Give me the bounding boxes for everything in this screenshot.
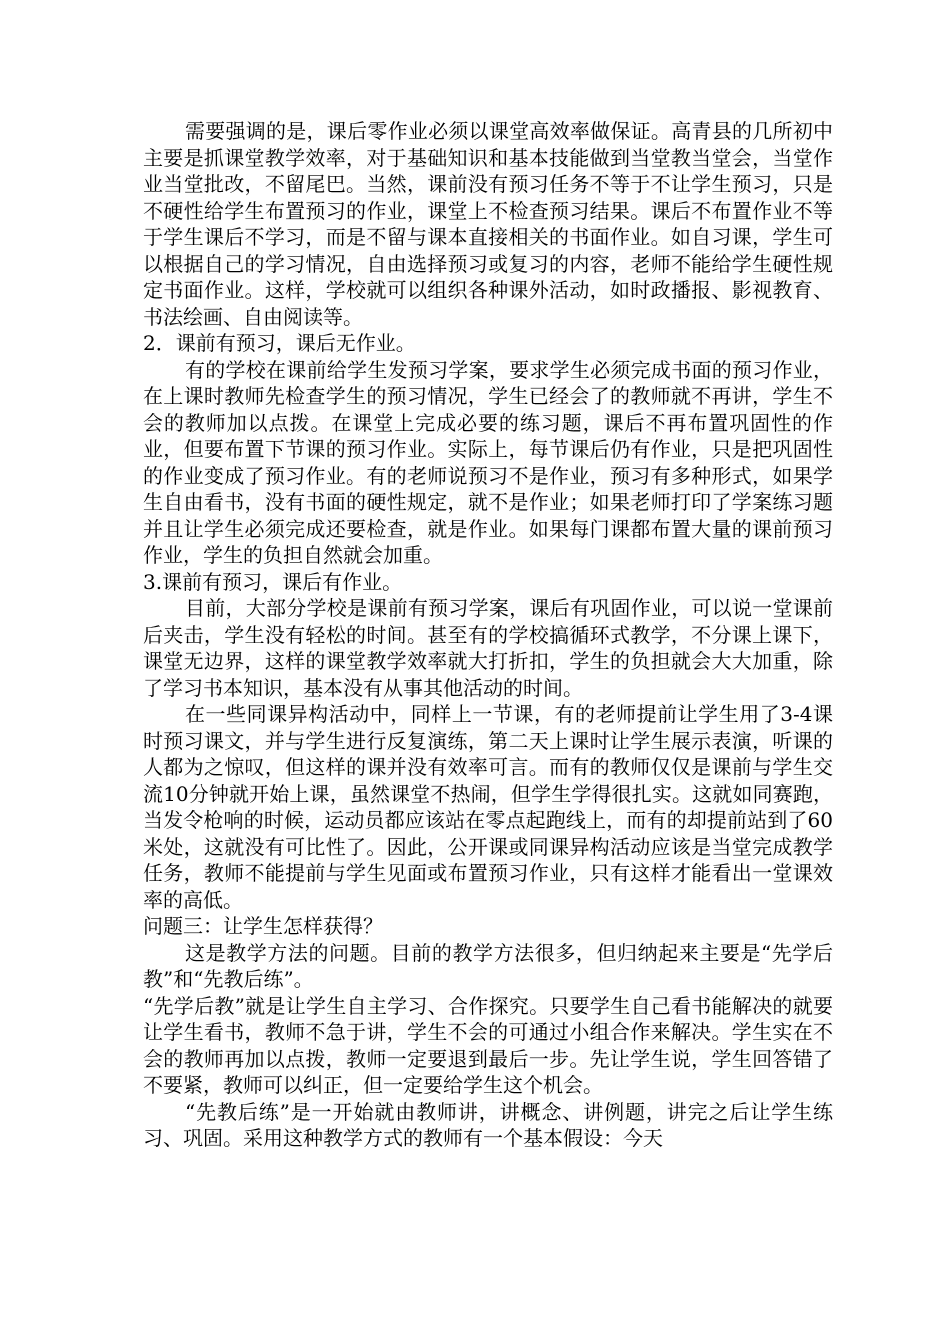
paragraph-preview-and-homework: 目前，大部分学校是课前有预习学案，课后有巩固作业，可以说一堂课前后夹击，学生没有轻松的时间。甚至有的学校搞循环式教学，不分课上课下，课堂无边界，这样的课堂教学效率就大打折扣，学生的负担就会大大加重，除了学习书本知识，基本没有从事其他活动的时间。 [143,596,833,700]
paragraph-teach-then-practice: “先教后练”是一开始就由教师讲，讲概念、讲例题，讲完之后让学生练习、巩固。采用这种教学方式的教师有一个基本假设：今天 [143,1099,833,1150]
paragraph-teaching-methods: 这是教学方法的问题。目前的教学方法很多，但归纳起来主要是“先学后教”和“先教后练”。 [143,940,833,991]
section-heading-3: 3.课前有预习，课后有作业。 [143,569,403,594]
section-heading-2: 2．课前有预习，课后无作业。 [143,331,416,355]
section-heading-question-3: 问题三：让学生怎样获得？ [143,914,383,938]
paragraph-homework-emphasis: 需要强调的是，课后零作业必须以课堂高效率做保证。高青县的几所初中主要是抓课堂教学效率，对于基础知识和基本技能做到当堂教当堂会，当堂作业当堂批改，不留尾巴。当然，课前没有预习任务不等于不让学生预习，只是不硬性给学生布置预习的作业，课堂上不检查预习结果。课后不布置作业不等于学生课后不学习，而是不留与课本直接相关的书面作业。如自习课，学生可以根据自己的学习情况，自由选择预习或复习的内容，老师不能给学生硬性规定书面作业。这样，学校就可以组织各种课外活动，如时政播报、影视教育、书法绘画、自由阅读等。 [143,119,833,329]
document-page [143,118,833,1152]
paragraph-preview-no-homework: 有的学校在课前给学生发预习学案，要求学生必须完成书面的预习作业，在上课时教师先检查学生的预习情况，学生已经会了的教师就不再讲，学生不会的教师加以点拨。在课堂上完成必要的练习题，课后不再布置巩固性的作业，但要布置下节课的预习作业。实际上，每节课后仍有作业，只是把巩固性的作业变成了预习作业。有的老师说预习不是作业，预习有多种形式，如果学生自由看书，没有书面的硬性规定，就不是作业；如果老师打印了学案练习题并且让学生必须完成还要检查，就是作业。如果每门课都布置大量的课前预习作业，学生的负担自然就会加重。 [143,357,833,567]
paragraph-learn-then-teach: “先学后教”就是让学生自主学习、合作探究。只要学生自己看书能解决的就要让学生看书，教师不急于讲，学生不会的可通过小组合作来解决。学生实在不会的教师再加以点拨，教师一定要退到最后一步。先让学生说，学生回答错了不要紧，教师可以纠正，但一定要给学生这个机会。 [143,993,833,1097]
paragraph-same-lesson-activity: 在一些同课异构活动中，同样上一节课，有的老师提前让学生用了3-4课时预习课文，并与学生进行反复演练，第二天上课时让学生展示表演，听课的人都为之惊叹，但这样的课并没有效率可言。而有的教师仅仅是课前与学生交流10分钟就开始上课，虽然课堂不热闹，但学生学得很扎实。这就如同赛跑，当发令枪响的时候，运动员都应该站在零点起跑线上，而有的却提前站到了60米处，这就没有可比性了。因此，公开课或同课异构活动应该是当堂完成教学任务，教师不能提前与学生见面或布置预习作业，只有这样才能看出一堂课效率的高低。 [143,702,833,912]
